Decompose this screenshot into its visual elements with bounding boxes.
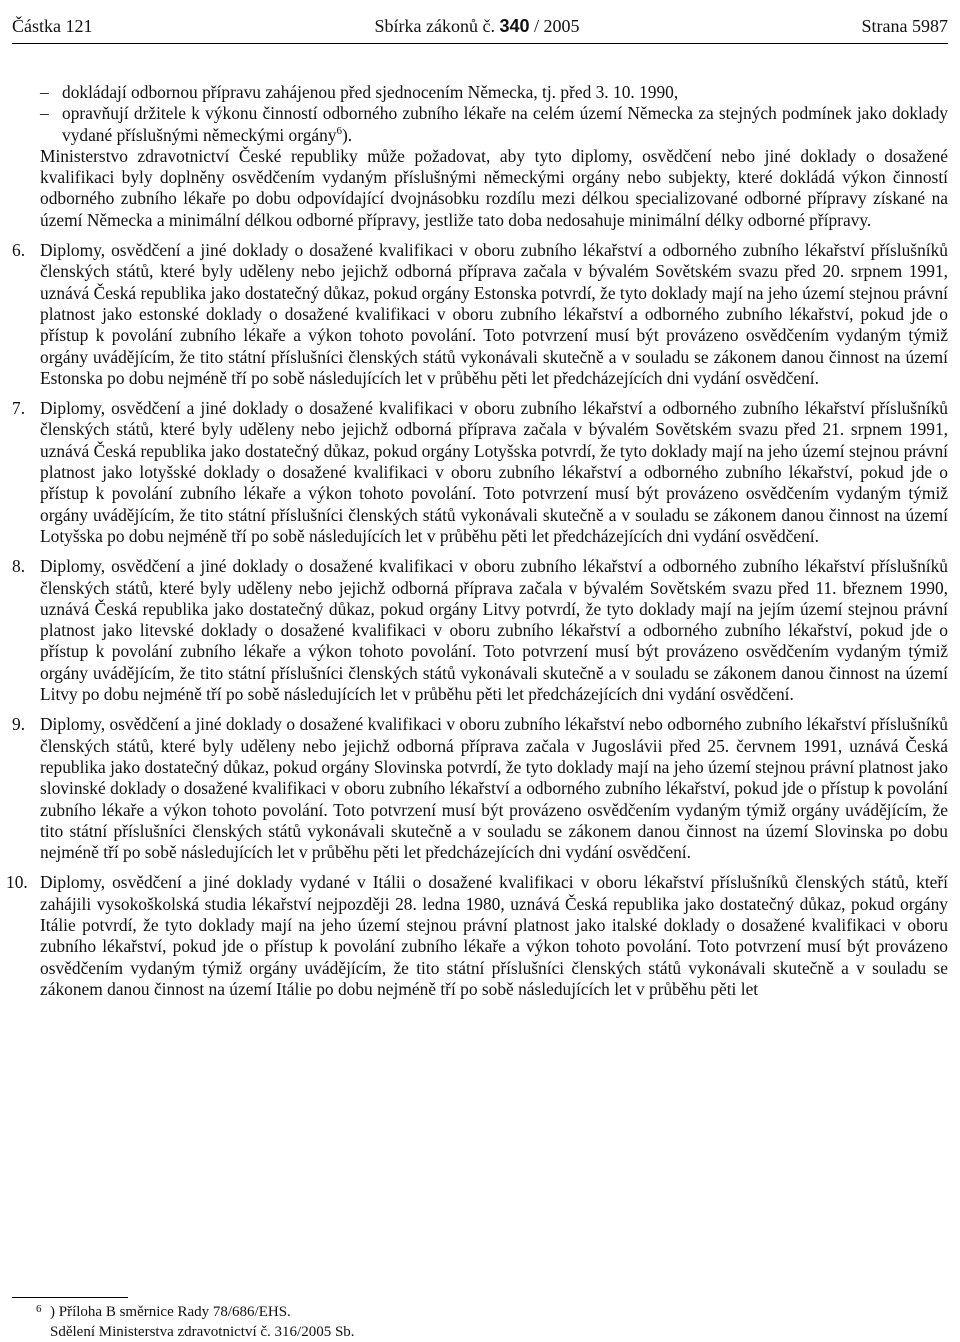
header-part: Částka 121 [12, 15, 93, 36]
item-number: 8. [12, 556, 26, 577]
item-text: Diplomy, osvědčení a jiné doklady o dosažené kvalifikaci v oboru zubního lékařství nebo odborného zubního lékařství příslušníků členských států, které byly uděleny nebo jejichž odborná příprava začala v Jugoslávii před 25. červnem 1991, uznává Česká republika jako dostatečný důkaz, pokud orgány Slovinska potvrdí, že tyto doklady mají na jeho území stejnou právní platnost jako slovinské doklady o dosažené kvalifikaci v oboru zubního lékařství a odborného zubního lékařství, pokud jde o přístup k povolání zubního lékaře a výkon tohoto povolání. Toto potvrzení musí být provázeno osvědčením vydaným týmiž orgány uvádějícím, že tito státní příslušníci členských států vykonávali skutečně a v souladu se zákonem danou činnost na území Slovinska po dobu nejméně tří po sobě následujících let v průběhu pěti let předcházejících dni vydání osvědčení. [40, 714, 948, 863]
numbered-item [12, 556, 948, 705]
footnote [36, 1302, 355, 1342]
footnote-ref: 6 [336, 124, 342, 137]
document-page [6, 0, 948, 1342]
item-text: Diplomy, osvědčení a jiné doklady o dosažené kvalifikaci v oboru zubního lékařství a odborného zubního lékařství příslušníků členských států, které byly uděleny nebo jejichž odborná příprava začala v bývalém Sovětském svazu před 20. srpnem 1991, uznává Česká republika jako dostatečný důkaz, pokud orgány Estonska potvrdí, že tyto doklady mají na jeho území stejnou právní platnost jako estonské doklady o dosažené kvalifikaci v oboru zubního lékařství a odborného zubního lékařství, pokud jde o přístup k povolání zubního lékaře a výkon tohoto povolání. Toto potvrzení musí být provázeno osvědčením vydaným týmiž orgány uvádějícím, že tito státní příslušníci členských států vykonávali skutečně a v souladu se zákonem danou činnost na území Estonska po dobu nejméně tří po sobě následujících let v průběhu pěti let předcházejících dni vydání osvědčení. [40, 240, 948, 388]
footnote-divider [12, 1297, 128, 1298]
numbered-item [12, 398, 948, 547]
item-number: 9. [12, 714, 26, 735]
footnote-line: ) Příloha B směrnice Rady 78/686/EHS. [50, 1304, 291, 1320]
header-collection-prefix: Sbírka zákonů č. [374, 15, 495, 36]
item-text: Diplomy, osvědčení a jiné doklady o dosažené kvalifikaci v oboru zubního lékařství a odborného zubního lékařství příslušníků členských států, které byly uděleny nebo jejichž odborná příprava začala v bývalém Sovětském svazu před 11. březnem 1990, uznává Česká republika jako dostatečný důkaz, pokud orgány Litvy potvrdí, že tyto doklady mají na jejím území stejnou právní platnost jako litevské doklady o dosažené kvalifikaci v oboru zubního lékařství a odborného zubního lékařství, pokud jde o přístup k povolání zubního lékaře a výkon tohoto povolání. Toto potvrzení musí být provázeno osvědčením vydaným týmiž orgány uvádějícím, že tito státní příslušníci členských států vykonávali skutečně a v souladu se zákonem danou činnost na území Litvy po dobu nejméně tří po sobě následujících let v průběhu pěti let předcházejících dni vydání osvědčení. [40, 556, 948, 705]
numbered-item [12, 240, 948, 389]
header-page-number: Strana 5987 [861, 15, 948, 36]
item-number: 10. [6, 872, 28, 893]
item-text: Diplomy, osvědčení a jiné doklady o dosažené kvalifikaci v oboru zubního lékařství a odborného zubního lékařství příslušníků členských států, které byly uděleny nebo jejichž odborná příprava začala v bývalém Sovětském svazu před 21. srpnem 1991, uznává Česká republika jako dostatečný důkaz, pokud orgány Lotyšska potvrdí, že tyto doklady mají na jeho území stejnou právní platnost jako lotyšské doklady o dosažené kvalifikaci v oboru zubního lékařství a odborného zubního lékařství, pokud jde o přístup k povolání zubního lékaře a výkon tohoto povolání. Toto potvrzení musí být provázeno osvědčením vydaným týmiž orgány uvádějícím, že tito státní příslušníci členských států vykonávali skutečně a v souladu se zákonem danou činnost na území Lotyšska po dobu nejméně tří po sobě následujících let v průběhu pěti let předcházejících dni vydání osvědčení. [40, 398, 948, 546]
ministry-paragraph: Ministerstvo zdravotnictví České republiky může požadovat, aby tyto diplomy, osvědčení nebo jiné doklady o dosažené kvalifikaci byly doplněny osvědčením vydaným příslušnými německými orgány nebo subjekty, které dokládá výkon činností odborného zubního lékaře po dobu odpovídající dvojnásobku rozdílu mezi délkou specializované odborné přípravy získané na území Německa a minimální délkou odborné přípravy, jestliže tato doba nedosahuje minimální délky odborné přípravy. [40, 145, 948, 230]
page-header [12, 0, 948, 44]
numbered-item [12, 714, 948, 863]
dash-item: – dokládají odbornou přípravu zahájenou před sjednocením Německa, tj. před 3. 10. 1990, [12, 82, 948, 103]
item-number: 7. [12, 398, 26, 419]
header-collection [374, 16, 579, 37]
dash-item: – opravňují držitele k výkonu činností odborného zubního lékaře na celém území Německa za stejných podmínek jako doklady vydané příslušnými německými orgány$^6$). [12, 103, 948, 146]
document-body [6, 82, 948, 1000]
footnote-mark: 6 [36, 1303, 42, 1315]
item-text: Diplomy, osvědčení a jiné doklady vydané v Itálii o dosažené kvalifikaci v oboru lékařství příslušníků členských států, kteří zahájili vysokoškolská studia lékařství nejpozději 28. ledna 1980, uznává Česká republika jako dostatečný důkaz, pokud orgány Itálie potvrdí, že tyto doklady mají na jeho území stejnou právní platnost jako italské doklady o dosažené kvalifikaci v oboru zubního lékařství, pokud jde o přístup k povolání zubního lékaře a výkon tohoto povolání. Toto potvrzení musí být provázeno osvědčením vydaným týmiž orgány uvádějícím, že tito státní příslušníci členských států vykonávali skutečně a v souladu se zákonem danou činnost na území Itálie po dobu nejméně tří po sobě následujících let v průběhu pěti let [40, 872, 948, 999]
header-collection-year: / 2005 [534, 15, 580, 36]
numbered-item [6, 872, 948, 1000]
item-number: 6. [12, 240, 26, 261]
footnote-line: Sdělení Ministerstva zdravotnictví č. 316/2005 Sb. [50, 1324, 355, 1340]
header-collection-number: 340 [499, 15, 530, 36]
